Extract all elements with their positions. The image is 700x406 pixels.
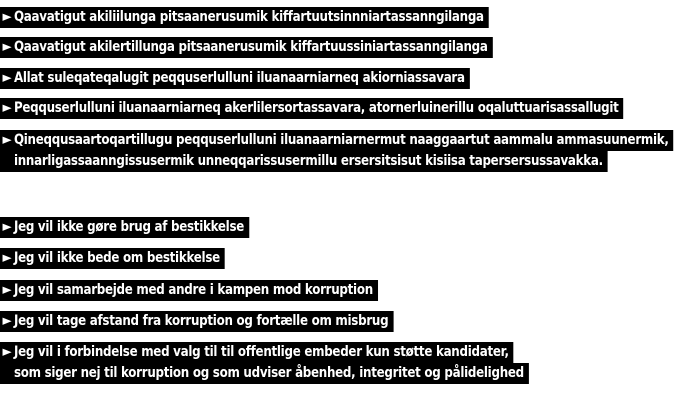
- pledge-item-da-5: [0, 342, 645, 384]
- pledge-line: ► Qaavatigut akiliilunga pitsaanerusumik kiffartuutsinnniartassanngilanga: [0, 7, 489, 28]
- pledge-line: ► Jeg vil i forbindelse med valg til til offentlige embeder kun støtte kandidater,: [0, 342, 514, 363]
- pledge-line: ► Jeg vil ikke gøre brug af bestikkelse: [0, 217, 249, 238]
- pledge-line-continued: innarligassaanngissusermik unneqqarissusermillu ersersitsisut kisiisa tapersersussavakka.: [0, 151, 608, 172]
- pledge-item-kl-5: [0, 130, 700, 172]
- pledge-line: ► Peqquserlulluni iluanaarniarneq akerlilersortassavara, atornerluinerillu oqaluttuarisassallugit: [0, 98, 624, 119]
- pledge-item-kl-2: [0, 37, 601, 58]
- bullet-arrow-icon: ►: [2, 313, 12, 329]
- pledge-item-da-1: [0, 217, 304, 238]
- bullet-arrow-icon: ►: [2, 39, 12, 55]
- pledge-line: ► Jeg vil ikke bede om bestikkelse: [0, 248, 225, 269]
- bullet-arrow-icon: ►: [2, 70, 12, 86]
- pledge-item-da-4: [0, 311, 480, 332]
- pledge-line: ► Qaavatigut akilertillunga pitsaanerusumik kiffartuussiniartassanngilanga: [0, 37, 492, 58]
- pledge-line: ► Allat suleqateqalugit peqquserlulluni iluanaarniarneq akiorniassavara: [0, 68, 470, 89]
- pledge-line-continued: som siger nej til korruption og som udviser åbenhed, integritet og pålidelighed: [0, 363, 529, 384]
- bullet-arrow-icon: ►: [2, 132, 12, 148]
- pledge-item-kl-1: [0, 7, 596, 28]
- pledge-item-kl-4: [0, 98, 700, 119]
- pledge-item-da-3: [0, 280, 461, 301]
- bullet-arrow-icon: ►: [2, 282, 12, 298]
- bullet-arrow-icon: ►: [2, 219, 12, 235]
- bullet-arrow-icon: ►: [2, 9, 12, 25]
- pledge-line: ► Jeg vil tage afstand fra korruption og fortælle om misbrug: [0, 311, 393, 332]
- bullet-arrow-icon: ►: [2, 250, 12, 266]
- pledge-item-kl-3: [0, 68, 573, 89]
- pledge-item-da-2: [0, 248, 274, 269]
- pledge-line: ► Qineqqusaartoqartillugu peqquserlulluni iluanaarniarnermut naaggaartut aammalu ammasuunermik,: [0, 130, 674, 151]
- bullet-arrow-icon: ►: [2, 100, 12, 116]
- pledge-line: ► Jeg vil samarbejde med andre i kampen mod korruption: [0, 280, 378, 301]
- bullet-arrow-icon: ►: [2, 344, 12, 360]
